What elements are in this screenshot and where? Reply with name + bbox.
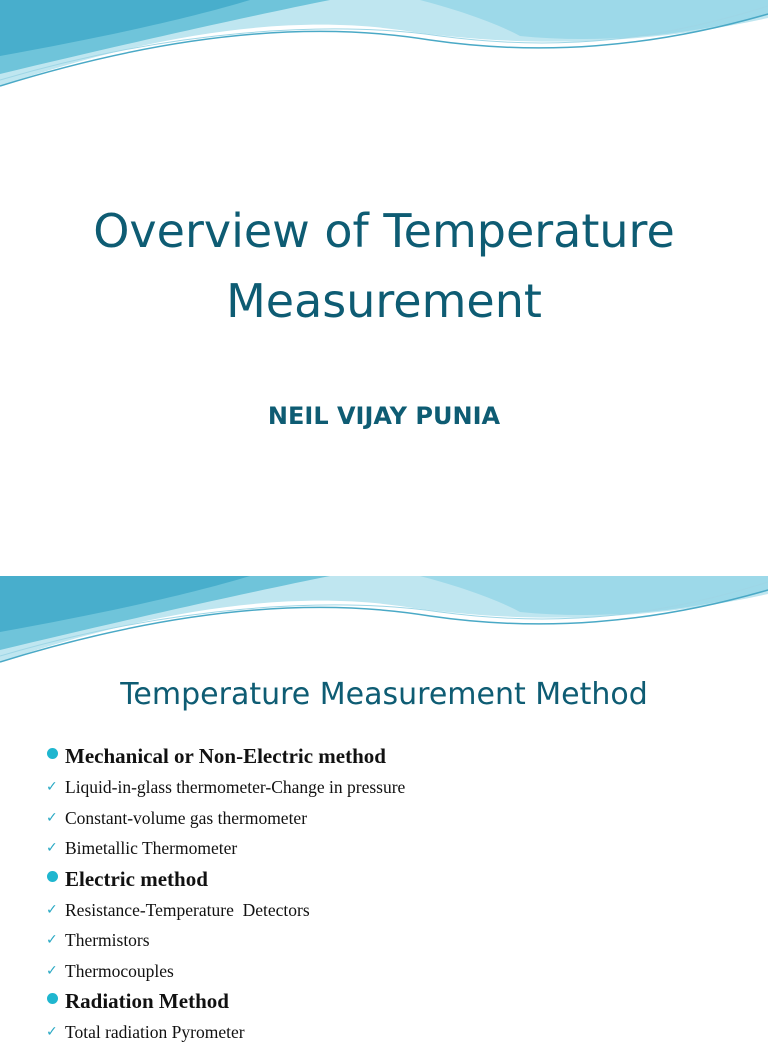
decorative-wave-header [0,576,768,676]
check-icon: ✓ [46,962,58,979]
list-item [44,956,405,987]
list-item-text: Constant-volume gas thermometer [65,807,308,828]
check-icon: ✓ [46,779,58,795]
slide-heading: Temperature Measurement Method [120,677,648,712]
list-item-text: Liquid-in-glass thermometer-Change in pressure [65,777,406,797]
list-item [44,833,405,864]
circle-bullet-icon [47,748,58,759]
title-line-2: Measurement [226,274,542,328]
slide-gap [0,556,768,576]
method-list [44,741,405,1048]
list-item-heading [44,864,405,895]
check-icon: ✓ [46,1024,58,1040]
slide-methods [0,576,768,1042]
list-item [44,1017,405,1048]
list-item [44,925,405,956]
circle-bullet-icon [47,993,58,1004]
list-item-text: Resistance-Temperature Detectors [65,899,310,920]
list-item [44,895,405,926]
list-item-heading [44,741,405,772]
list-item-text: Electric method [65,866,208,891]
list-item-text: Mechanical or Non-Electric method [65,744,386,768]
check-icon: ✓ [46,932,58,948]
author-name: NEIL VIJAY PUNIA [267,402,501,430]
title-line-1: Overview of Temperature [93,204,675,258]
circle-bullet-icon [47,871,58,882]
list-item-text: Thermistors [65,930,150,950]
list-item [44,772,405,803]
presentation-title [0,196,768,336]
check-icon: ✓ [46,840,58,856]
list-item-text: Total radiation Pyrometer [65,1022,245,1042]
check-icon: ✓ [46,901,58,918]
list-item [44,803,405,834]
check-icon: ✓ [46,809,58,826]
decorative-wave-header [0,0,768,100]
list-item-text: Thermocouples [65,960,174,981]
list-item-text: Radiation Method [65,989,229,1013]
list-item-heading [44,986,405,1017]
list-item-text: Bimetallic Thermometer [65,838,238,858]
